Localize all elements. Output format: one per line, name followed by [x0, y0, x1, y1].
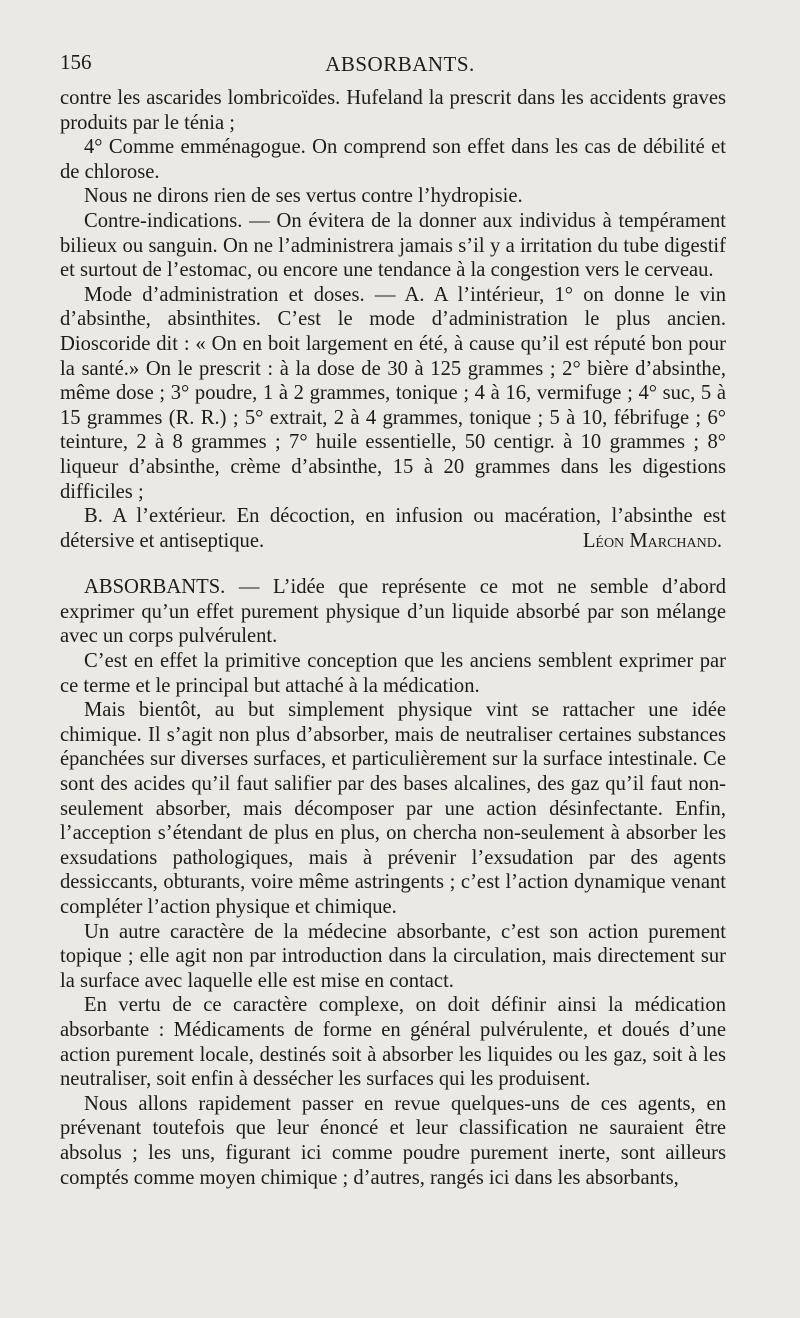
paragraph: contre les ascarides lombricoïdes. Hufeland la prescrit dans les accidents graves produits par le ténia ; [60, 87, 726, 134]
running-title: ABSORBANTS. [325, 52, 475, 76]
paragraph: Un autre caractère de la médecine absorbante, c’est son action purement topique ; elle agit non par introduction dans la circulation, mais directement sur la surface avec laquelle elle est mise en contact. [60, 920, 726, 992]
paragraph [60, 504, 726, 553]
paragraph: C’est en effet la primitive conception que les anciens semblent exprimer par ce terme et le principal but attaché à la médication. [60, 650, 726, 697]
section-gap [60, 553, 726, 575]
paragraph: Mais bientôt, au but simplement physique vint se rattacher une idée chimique. Il s’agit non plus d’absorber, mais de neutraliser certaines substances épanchées sur diverses surfaces, et particulièrement sur la surface intestinale. Ce sont des acides qu’il faut salifier par des bases alcalines, des gaz qu’il faut non-seulement absorber, mais décomposer par une action désinfectante. Enfin, l’acception s’étendant de plus en plus, on chercha non-seulement à absorber les exsudations pathologiques, mais à prévenir l’exsudation par des agents dessiccants, obturants, voire même astringents ; c’est l’action dynamique venant compléter l’action physique et chimique. [60, 699, 726, 918]
paragraph: Nous allons rapidement passer en revue quelques-uns de ces agents, en prévenant toutefois que leur énoncé et leur classification ne sauraient être absolus ; les uns, figurant ici comme poudre purement inerte, sont ailleurs comptés comme moyen chimique ; d’autres, rangés ici dans les absorbants, [60, 1092, 726, 1189]
paragraph: 4° Comme emménagogue. On comprend son effet dans les cas de débilité et de chlorose. [60, 136, 726, 183]
paragraph: En vertu de ce caractère complexe, on doit définir ainsi la médication absorbante : Médicaments de forme en général pulvérulente, et doués d’une action purement locale, destinés soit à absorber les liquides ou les gaz, soit à les neutraliser, soit enfin à dessécher les surfaces qui les produisent. [60, 994, 726, 1091]
paragraph: Contre-indications. — On évitera de la donner aux individus à tempérament bilieux ou sanguin. On ne l’administrera jamais s’il y a irritation du tube digestif et surtout de l’estomac, ou encore une tendance à la congestion vers le cerveau. [60, 209, 726, 282]
paragraph-text: B. A l’extérieur. En décoction, en infusion ou macération, l’absinthe est détersive et antiseptique. [60, 505, 726, 552]
body-text [60, 86, 726, 1190]
page-number: 156 [60, 50, 92, 74]
paragraph: Nous ne dirons rien de ses vertus contre l’hydropisie. [84, 185, 523, 208]
paragraph: Mode d’administration et doses. — A. A l’intérieur, 1° on donne le vin d’absinthe, absinthites. C’est le mode d’administration le plus ancien. Dioscoride dit : « On en boit largement en été, à cause qu’il est réputé bon pour la santé.» On le prescrit : à la dose de 30 à 125 grammes ; 2° bière d’absinthe, même dose ; 3° poudre, 1 à 2 grammes, tonique ; 4 à 16, vermifuge ; 4° suc, 5 à 15 grammes (R. R.) ; 5° extrait, 2 à 4 grammes, tonique ; 5 à 10, fébrifuge ; 6° teinture, 2 à 8 grammes ; 7° huile essentielle, 50 centigr. à 10 grammes ; 8° liqueur d’absinthe, crème d’absinthe, 15 à 20 grammes dans les digestions difficiles ; [60, 283, 726, 503]
article-heading-paragraph: ABSORBANTS. — L’idée que représente ce mot ne semble d’abord exprimer qu’un effet purement physique d’un liquide absorbé par son mélange avec un corps pulvérulent. [60, 576, 726, 648]
author-signature: Léon Marchand. [582, 529, 722, 552]
